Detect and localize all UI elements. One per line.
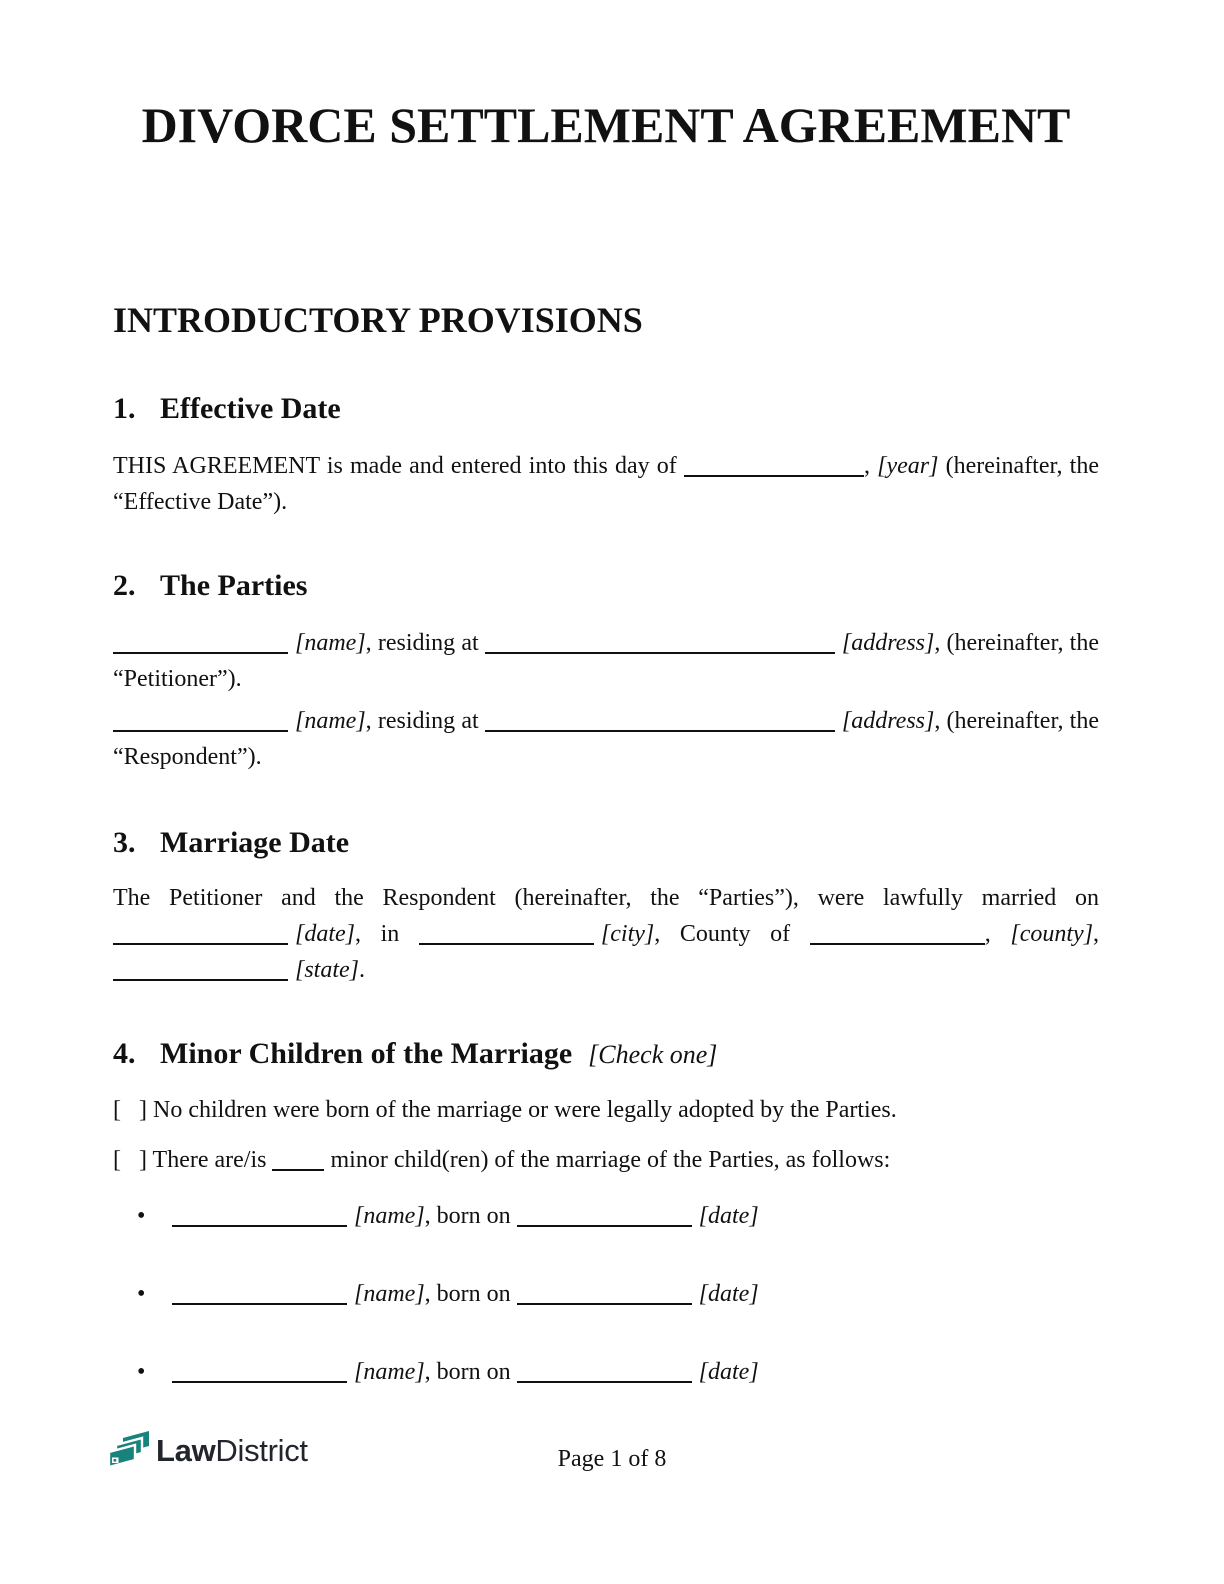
section-title: Marriage Date [160,826,350,859]
text-run: , [984,921,1011,947]
text-run: , born on [424,1281,517,1307]
section-number: 2. [113,569,136,602]
placeholder-date: [date] [698,1359,759,1385]
blank-field-child-birthdate[interactable] [517,1297,692,1305]
respondent-paragraph [113,703,1099,775]
blank-field-marriage-date[interactable] [113,937,288,945]
section-title: Minor Children of the Marriage [160,1037,573,1070]
text-run: (hereinafter, the “Effective Date”). [113,453,1100,515]
section-heading-effective-date [113,391,1099,426]
child-list-item [113,1354,1099,1390]
intro-heading: INTRODUCTORY PROVISIONS [113,300,643,340]
document-content [113,0,1099,1390]
effective-date-paragraph [113,448,1099,520]
placeholder-name: [name] [295,708,366,734]
blank-field-state[interactable] [113,973,288,981]
text-run: No children were born of the marriage or were legally adopted by the Parties. [146,1097,897,1123]
text-run: There are/is [146,1147,273,1173]
placeholder-name: [name] [354,1203,425,1229]
text-run: , [1093,921,1100,947]
blank-field-county[interactable] [810,937,985,945]
text-run: , residing at [365,708,485,734]
blank-field-child-name[interactable] [172,1375,347,1383]
placeholder-date: [date] [295,921,355,947]
placeholder-county: [county] [1010,921,1094,947]
check-one-note: [Check one] [588,1040,718,1069]
text-run: The Petitioner and the Respondent (hereinafter, the “Parties”), were lawfully married on [113,885,1099,911]
section-number: 3. [113,826,136,859]
blank-field-petitioner-address[interactable] [485,646,835,654]
text-run: , (hereinafter, the “Respondent”). [113,708,1099,770]
placeholder-state: [state] [295,957,360,983]
blank-field-child-name[interactable] [172,1297,347,1305]
text-run: . [359,957,366,983]
checkbox-no-children[interactable]: [ ] [113,1097,147,1123]
placeholder-year: [year] [877,453,939,479]
child-list-item [113,1198,1099,1234]
checkbox-has-children[interactable]: [ ] [113,1147,147,1173]
brand-law: Law [156,1433,216,1468]
option-has-children [113,1142,1099,1178]
section-number: 4. [113,1037,136,1070]
brand-district: District [215,1433,308,1468]
marriage-date-paragraph [113,880,1099,988]
blank-field-children-count[interactable] [272,1163,324,1171]
text-run: , residing at [365,630,485,656]
page-number: Page 1 of 8 [557,1446,667,1472]
text-run: , in [355,921,419,947]
section-title: Effective Date [160,392,341,425]
text-run: , County of [654,921,810,947]
blank-field-child-birthdate[interactable] [517,1219,692,1227]
blank-field-petitioner-name[interactable] [113,646,288,654]
blank-field-child-name[interactable] [172,1219,347,1227]
section-heading-the-parties [113,568,1099,603]
placeholder-name: [name] [354,1281,425,1307]
placeholder-name: [name] [354,1359,425,1385]
text-run: , born on [424,1359,517,1385]
text-run: , (hereinafter, the “Petitioner”). [113,630,1099,692]
text-run: minor child(ren) of the marriage of the Parties, as follows: [324,1147,891,1173]
petitioner-paragraph [113,625,1099,697]
text-run: , [863,453,878,479]
placeholder-address: [address] [841,708,935,734]
bullet-icon: • [137,1281,146,1307]
section-title: The Parties [160,569,308,602]
blank-field-respondent-name[interactable] [113,724,288,732]
bullet-icon: • [137,1359,146,1385]
blank-field-child-birthdate[interactable] [517,1375,692,1383]
placeholder-date: [date] [698,1281,759,1307]
section-heading-marriage-date [113,825,1099,860]
text-run: , born on [424,1203,517,1229]
placeholder-city: [city] [600,921,655,947]
placeholder-name: [name] [295,630,366,656]
document-title: DIVORCE SETTLEMENT AGREEMENT [141,97,1071,153]
blank-field-day[interactable] [684,469,864,477]
child-list-item [113,1276,1099,1312]
blank-field-respondent-address[interactable] [485,724,835,732]
bullet-icon: • [137,1203,146,1229]
placeholder-date: [date] [698,1203,759,1229]
section-heading-minor-children [113,1036,1099,1072]
placeholder-address: [address] [841,630,935,656]
blank-field-city[interactable] [419,937,594,945]
text-run: THIS AGREEMENT is made and entered into this day of [113,453,684,479]
option-no-children [113,1092,1099,1128]
section-number: 1. [113,392,136,425]
